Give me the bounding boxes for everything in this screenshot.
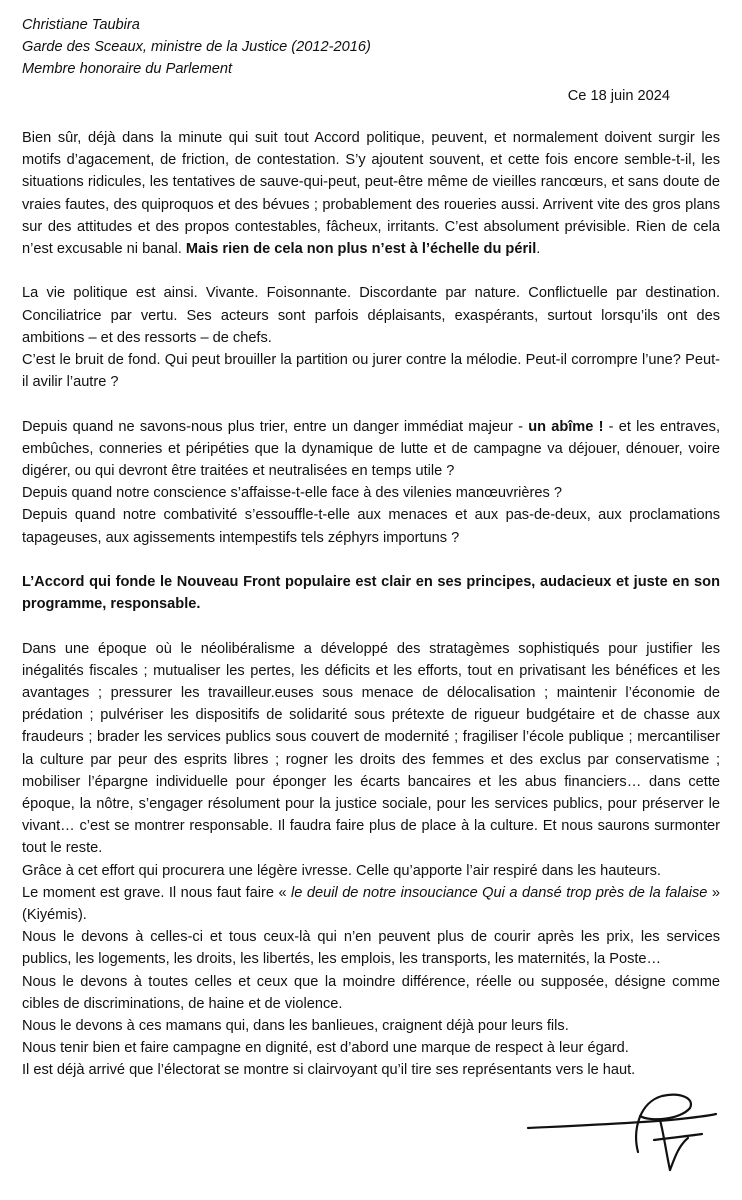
paragraph-10-start: Le moment est grave. Il nous faut faire « [22, 884, 292, 901]
author-name: Christiane Taubira [22, 17, 140, 33]
paragraph-13: Nous le devons à ces mamans qui, dans les banlieues, craignent déjà pour leurs fils. [22, 1018, 569, 1035]
paragraph-3: C’est le bruit de fond. Qui peut brouiller la partition ou jurer contre la mélodie. Peut-il corrompre l’une? Peut-il avilir l’autre ? [22, 352, 720, 391]
author-role: Garde des Sceaux, ministre de la Justice (2012-2016) [22, 39, 371, 55]
paragraph-5: Depuis quand notre conscience s’affaisse-t-elle face à des vilenies manœuvrières ? [22, 485, 562, 502]
letter-date: Ce 18 juin 2024 [567, 88, 670, 104]
paragraph-7-bold: L’Accord qui fonde le Nouveau Front populaire est clair en ses principes, audacieux et juste en son programme, responsable. [22, 574, 720, 613]
signature-icon [520, 1080, 720, 1180]
paragraph-6: Depuis quand notre combativité s’essouffle-t-elle aux menaces et aux pas-de-deux, aux proclamations tapageuses, aux agissements intempestifs tels zéphyrs importuns ? [22, 507, 720, 546]
letter-header [22, 14, 720, 80]
paragraph-10-end: » (Kiyémis). [22, 884, 720, 924]
paragraph-9: Grâce à cet effort qui procurera une légère ivresse. Celle qu’apporte l’air respiré dans les hauteurs. [22, 862, 661, 879]
paragraph-7 [22, 571, 720, 615]
paragraph-8: Dans une époque où le néolibéralisme a développé des stratagèmes sophistiqués pour justifier les inégalités fiscales ; mutualiser les pertes, les déficits et les efforts, tout en privatisant les bénéfices et les avantages ; pressurer les travailleur.euses sous menace de délocalisation ; maintenir l’économie de prédation ; pulvériser les dispositifs de solidarité sous prétexte de rigueur budgétaire et de chasse aux fraudeurs ; brader les services publics sous couvert de modernité ; fragiliser l’école publique ; mercantiliser la culture par peur des esprits libres ; rogner les droits des femmes et des exclus par conservatisme ; mobiliser l’épargne individuelle pour éponger les écarts bancaires et les abus financiers… dans cette époque, la nôtre, s’engager résolument pour la justice sociale, pour les services publics, pour préserver le vivant… c’est se montrer responsable. Il faudra faire plus de place à la culture. Et nous saurons surmonter tout le reste. [22, 640, 720, 857]
paragraph-14: Nous tenir bien et faire campagne en dignité, est d’abord une marque de respect à leur égard. [22, 1040, 629, 1057]
paragraph-2: La vie politique est ainsi. Vivante. Foisonnante. Discordante par nature. Conflictuelle par destination. Conciliatrice par vertu. Ses acteurs sont parfois déplaisants, exaspérants, surtout lorsqu’ils ont des ambitions – et des ressorts – de chefs. [22, 285, 720, 346]
author-honor: Membre honoraire du Parlement [22, 61, 233, 77]
paragraph-1-end: . [536, 241, 541, 258]
paragraph-4-bold: un abîme ! [528, 418, 604, 435]
paragraph-10 [22, 882, 720, 926]
paragraph-4-start: Depuis quand ne savons-nous plus trier, entre un danger immédiat majeur - [22, 418, 529, 435]
paragraph-1 [22, 127, 720, 260]
paragraph-10-italic: le deuil de notre insouciance Qui a dansé trop près de la falaise [291, 884, 708, 901]
paragraph-4 [22, 416, 720, 483]
paragraph-1-text: Bien sûr, déjà dans la minute qui suit tout Accord politique, peuvent, et normalement doivent surgir les motifs d’agacement, de friction, de contestation. S’y ajoutent souvent, et cette fois encore semble-t-il, les situations ridicules, les tentatives de sauve-qui-peut, peut-être même de vieilles rancœurs, et sans doute de vraies fautes, des quiproquos et des bévues ; probablement des roueries aussi. Arrivent vite des gros plans sur des attitudes et des propos contestables, fâcheux, irritants. C’est absolument prévisible. Rien de cela n’est excusable ni banal. [22, 130, 720, 258]
paragraph-11: Nous le devons à celles-ci et tous ceux-là qui n’en peuvent plus de courir après les prix, les services publics, les logements, les droits, les libertés, les emplois, les transports, les maternités, la Poste… [22, 929, 720, 968]
paragraph-4-end: - et les entraves, embûches, conneries et péripéties que la dynamique de lutte et de campagne va déjouer, dénouer, voire digérer, ou qui devront être traitées et neutralisées en temps utile ? [22, 418, 720, 480]
paragraph-12: Nous le devons à toutes celles et ceux que la moindre différence, réelle ou supposée, désigne comme cibles de discriminations, de haine et de violence. [22, 973, 720, 1012]
paragraph-15: Il est déjà arrivé que l’électorat se montre si clairvoyant qu’il tire ses représentants vers le haut. [22, 1062, 636, 1079]
letter-body [22, 127, 720, 1082]
letter-page [22, 14, 720, 1082]
paragraph-1-bold: Mais rien de cela non plus n’est à l’échelle du péril [185, 241, 537, 258]
